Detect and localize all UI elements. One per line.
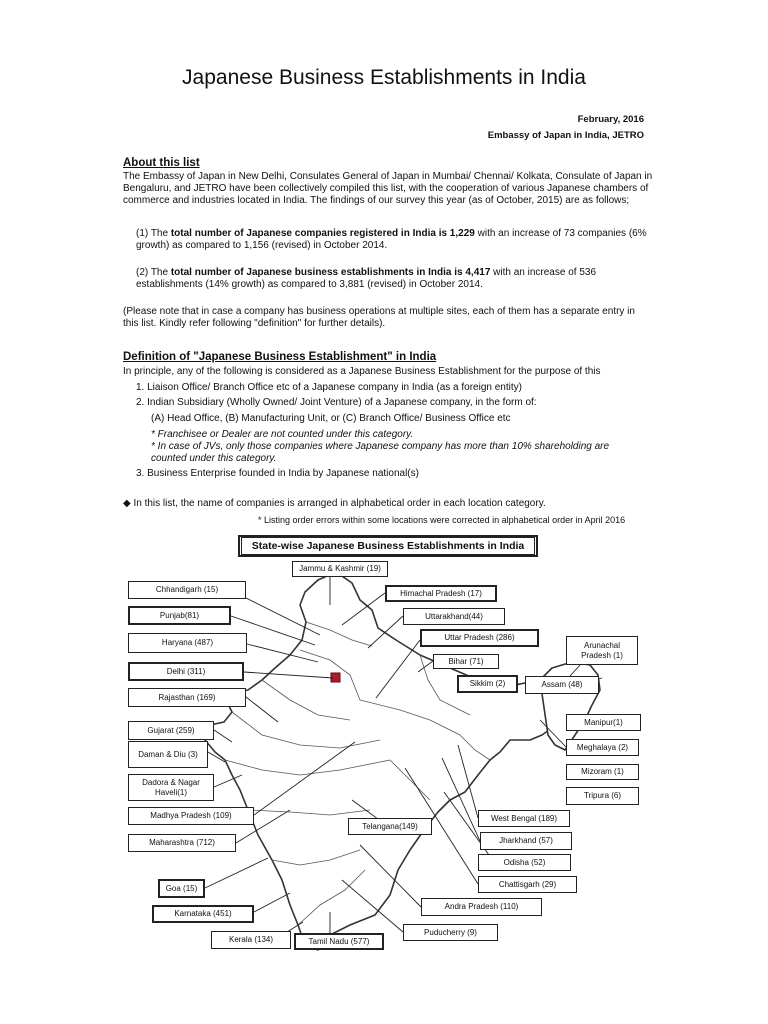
- map-title: State-wise Japanese Business Establishments in India: [241, 537, 536, 555]
- leader-goa: [205, 858, 268, 888]
- state-label-kerala: Kerala (134): [211, 931, 291, 949]
- leader-odisha: [444, 792, 494, 862]
- state-label-puducherry: Puducherry (9): [403, 924, 498, 941]
- definition-item-2: 2. Indian Subsidiary (Wholly Owned/ Joint Venture) of a Japanese company, in the form of:: [136, 397, 537, 408]
- state-label-maharashtra: Maharashtra (712): [128, 834, 236, 852]
- state-label-madhya-pradesh: Madhya Pradesh (109): [128, 807, 254, 825]
- state-label-goa: Goa (15): [158, 879, 205, 898]
- publication-date: February, 2016: [577, 114, 644, 125]
- state-label-west-bengal: West Bengal (189): [478, 810, 570, 827]
- india-outline: [205, 572, 598, 950]
- about-intro: The Embassy of Japan in New Delhi, Consulates General of Japan in Mumbai/ Chennai/ Kolkata, Consulate of Japan in Bengaluru, and JETRO have been collectively compiled this list, with the cooperation of various Japanese chambers of commerce and industries located in India. The findings of our survey this year (as of October, 2015) are as follows;: [123, 171, 653, 206]
- definition-intro: In principle, any of the following is considered as a Japanese Business Establishment for the purpose of this: [123, 366, 601, 377]
- correction-note: * Listing order errors within some locations were corrected in alphabetical order in April 2016: [258, 515, 626, 525]
- state-label-jharkhand: Jharkhand (57): [480, 832, 572, 850]
- state-label-gujarat: Gujarat (259): [128, 721, 214, 740]
- state-label-manipur: Manipur(1): [566, 714, 641, 731]
- state-label-rajasthan: Rajasthan (169): [128, 688, 246, 707]
- definition-heading: Definition of "Japanese Business Establishment" in India: [123, 351, 437, 363]
- state-label-karnataka: Karnataka (451): [152, 905, 254, 923]
- state-label-sikkim: Sikkim (2): [457, 675, 518, 693]
- leader-karnataka: [254, 893, 290, 912]
- delhi-marker: [331, 673, 340, 682]
- finding-establishments: (2) The total number of Japanese business establishments in India is 4,417 with an increase of 536 establishments (14% growth) as compared to 3,881 (revised) in October 2014.: [136, 267, 597, 290]
- state-label-dadra-nagar-haveli: Dadora & Nagar Haveli(1): [128, 774, 214, 801]
- state-label-punjab: Punjab(81): [128, 606, 231, 625]
- state-label-chandigarh: Chhandigarh (15): [128, 581, 246, 599]
- definition-note-franchise: * Franchisee or Dealer are not counted under this category.: [151, 429, 414, 440]
- state-label-himachal-pradesh: Himachal Pradesh (17): [385, 585, 497, 602]
- publisher-organization: Embassy of Japan in India, JETRO: [487, 130, 644, 141]
- state-label-chattisgarh: Chattisgarh (29): [478, 876, 577, 893]
- state-label-tripura: Tripura (6): [566, 787, 639, 805]
- state-label-uttarakhand: Uttarakhand(44): [403, 608, 505, 625]
- page-title: Japanese Business Establishments in India: [182, 66, 586, 89]
- definition-note-jv: * In case of JVs, only those companies where Japanese company has more than 10% shareholding are: [151, 441, 610, 452]
- alphabetical-order-note: ◆ In this list, the name of companies is arranged in alphabetical order in each location category.: [123, 498, 546, 509]
- definition-item-3: 3. Business Enterprise founded in India by Japanese national(s): [136, 468, 419, 479]
- state-label-tamil-nadu: Tamil Nadu (577): [294, 933, 384, 950]
- finding-companies: (1) The total number of Japanese companies registered in India is 1,229 with an increase of 73 companies (6% growth) as compared to 1,156 (revised) in October 2014.: [136, 228, 647, 251]
- definition-note-jv-cont: counted under this category.: [151, 453, 277, 464]
- state-label-odisha: Odisha (52): [478, 854, 571, 871]
- multi-site-note: (Please note that in case a company has business operations at multiple sites, each of them has a separate entry in this list. Kindly refer following "definition" for further details).: [123, 306, 635, 329]
- state-label-daman-diu: Daman & Diu (3): [128, 741, 208, 768]
- state-label-meghalaya: Meghalaya (2): [566, 739, 639, 756]
- state-label-haryana: Haryana (487): [128, 633, 247, 653]
- state-label-telangana: Telangana(149): [348, 818, 432, 835]
- state-label-bihar: Bihar (71): [433, 654, 499, 669]
- definition-item-1: 1. Liaison Office/ Branch Office etc of a Japanese company in India (as a foreign entity): [136, 382, 522, 393]
- state-label-uttar-pradesh: Uttar Pradesh (286): [420, 629, 539, 647]
- state-label-jammu-kashmir: Jammu & Kashmir (19): [292, 561, 388, 577]
- state-label-andhra-pradesh: Andra Pradesh (110): [421, 898, 542, 916]
- state-label-mizoram: Mizoram (1): [566, 764, 639, 780]
- definition-item-2-sub: (A) Head Office, (B) Manufacturing Unit, or (C) Branch Office/ Business Office etc: [151, 413, 511, 424]
- state-label-arunachal-pradesh: Arunachal Pradesh (1): [566, 636, 638, 665]
- state-label-assam: Assam (48): [525, 676, 599, 694]
- about-heading: About this list: [123, 157, 200, 169]
- state-label-delhi: Delhi (311): [128, 662, 244, 681]
